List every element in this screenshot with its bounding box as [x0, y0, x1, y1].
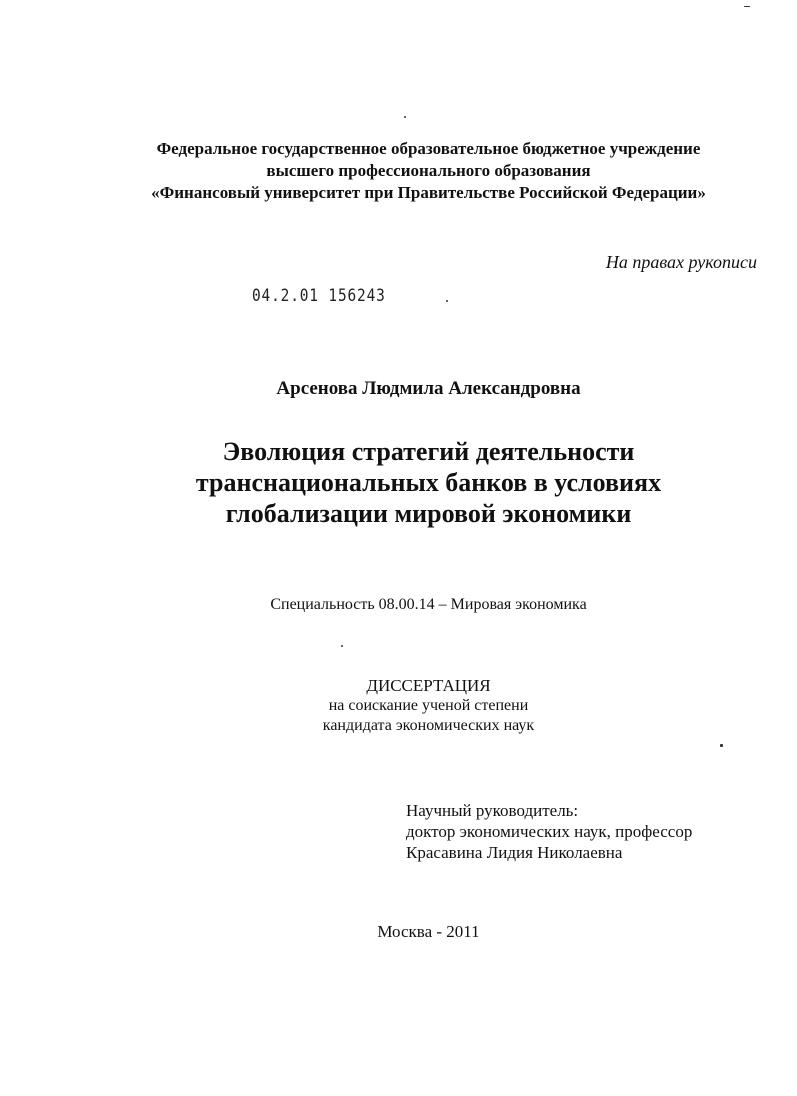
scan-speck — [744, 6, 750, 7]
institution-header — [30, 138, 797, 204]
dissertation-line-3: кандидата экономических наук — [322, 717, 535, 734]
advisor-label: Научный руководитель: — [406, 801, 579, 820]
institution-line-1: Федеральное государственное образовательное бюджетное учреждение — [156, 139, 701, 158]
institution-line-2: высшего профессионального образования — [266, 161, 591, 180]
scan-speck — [446, 300, 448, 302]
advisor-degree: доктор экономических наук, профессор — [406, 822, 693, 841]
title-line-1: Эволюция стратегий деятельности — [222, 437, 635, 466]
dissertation-type — [30, 676, 797, 736]
scan-speck — [341, 645, 343, 647]
scan-speck — [404, 116, 406, 118]
author-name: Арсенова Людмила Александровна — [276, 378, 581, 399]
scientific-advisor — [406, 800, 692, 863]
city-year: Москва - 2011 — [377, 922, 480, 941]
specialty: Специальность 08.00.14 – Мировая экономика — [270, 596, 587, 613]
registration-stamp: 04.2.01 156243 — [252, 286, 386, 306]
dissertation-title — [30, 436, 797, 529]
scan-speck — [720, 744, 723, 747]
title-line-2: транснациональных банков в условиях — [195, 468, 662, 497]
dissertation-heading: ДИССЕРТАЦИЯ — [366, 676, 491, 695]
advisor-name: Красавина Лидия Николаевна — [406, 843, 623, 862]
dissertation-line-2: на соискание ученой степени — [328, 697, 529, 714]
title-line-3: глобализации мировой экономики — [225, 499, 632, 528]
manuscript-note: На правах рукописи — [605, 252, 757, 272]
institution-line-3: «Финансовый университет при Правительстве Российской Федерации» — [151, 183, 706, 202]
